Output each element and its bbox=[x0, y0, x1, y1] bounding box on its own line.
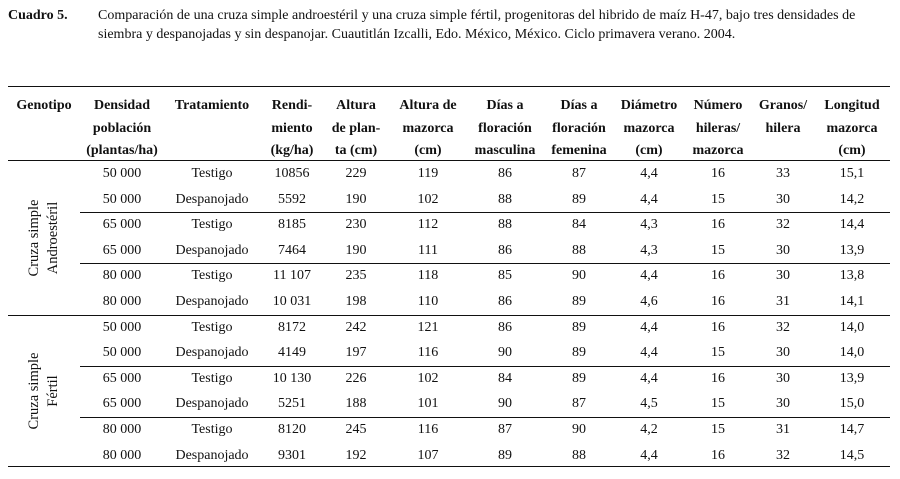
cell-numero-hileras: 16 bbox=[711, 166, 725, 181]
cell-altura-planta: 198 bbox=[345, 294, 367, 309]
cell-altura-planta: 190 bbox=[345, 242, 367, 258]
cell-dias-floracion-masculina: 85 bbox=[498, 268, 512, 284]
cell-tratamiento: Testigo bbox=[191, 370, 233, 386]
header-line: Tratamiento bbox=[174, 98, 250, 113]
cell-densidad: 65 000 bbox=[102, 217, 142, 233]
cell-altura-planta: 226 bbox=[345, 370, 367, 386]
header-line: Granos/ bbox=[758, 98, 808, 113]
cell-dias-floracion-masculina: 84 bbox=[498, 370, 512, 386]
cell-numero-hileras: 16 bbox=[711, 217, 725, 233]
cell-granos-hilera: 33 bbox=[776, 166, 790, 181]
table-row bbox=[0, 187, 900, 213]
cell-diametro-mazorca: 4,4 bbox=[640, 191, 658, 207]
cell-dias-floracion-masculina: 87 bbox=[498, 422, 512, 437]
cell-dias-floracion-femenina: 87 bbox=[572, 166, 586, 181]
cell-dias-floracion-femenina: 84 bbox=[572, 217, 586, 233]
cell-granos-hilera: 30 bbox=[776, 345, 790, 361]
cell-numero-hileras: 15 bbox=[711, 191, 725, 207]
cell-altura-planta: 245 bbox=[345, 422, 367, 437]
cell-dias-floracion-masculina: 89 bbox=[498, 447, 512, 463]
cell-dias-floracion-femenina: 87 bbox=[572, 396, 586, 412]
cell-granos-hilera: 31 bbox=[776, 422, 790, 437]
cell-longitud-mazorca: 15,0 bbox=[839, 396, 865, 412]
cell-granos-hilera: 30 bbox=[776, 242, 790, 258]
cell-densidad: 65 000 bbox=[102, 396, 142, 412]
cell-tratamiento: Testigo bbox=[191, 217, 233, 233]
cell-granos-hilera: 30 bbox=[776, 396, 790, 412]
cell-numero-hileras: 15 bbox=[711, 396, 725, 412]
cell-numero-hileras: 15 bbox=[711, 422, 725, 437]
cell-altura-mazorca: 116 bbox=[417, 345, 439, 361]
header-line: miento bbox=[271, 120, 313, 136]
cell-longitud-mazorca: 13,9 bbox=[839, 242, 865, 258]
header-line: mazorca bbox=[692, 143, 744, 158]
genotype-label-line: Cruza simple bbox=[26, 199, 42, 277]
cell-longitud-mazorca: 15,1 bbox=[839, 166, 865, 181]
table-row bbox=[0, 315, 900, 341]
header-line: Rendi- bbox=[271, 98, 313, 113]
cell-granos-hilera: 32 bbox=[776, 447, 790, 463]
header-granos-hilera bbox=[755, 95, 811, 140]
cell-altura-planta: 230 bbox=[345, 217, 367, 233]
cell-granos-hilera: 30 bbox=[776, 268, 790, 284]
cell-longitud-mazorca: 13,9 bbox=[839, 370, 865, 386]
cell-tratamiento: Testigo bbox=[191, 268, 233, 284]
cell-rendimiento: 11 107 bbox=[273, 268, 311, 284]
header-rendimiento bbox=[261, 95, 323, 163]
cell-longitud-mazorca: 14,0 bbox=[839, 345, 865, 361]
header-line: hileras/ bbox=[695, 120, 741, 136]
cell-altura-mazorca: 118 bbox=[417, 268, 439, 284]
cell-dias-floracion-femenina: 88 bbox=[572, 242, 586, 258]
cell-diametro-mazorca: 4,4 bbox=[640, 166, 658, 181]
cell-tratamiento: Testigo bbox=[191, 166, 233, 181]
header-line: (cm) bbox=[838, 143, 866, 158]
header-line: mazorca bbox=[826, 120, 878, 136]
cell-rendimiento: 8185 bbox=[278, 217, 306, 233]
cell-longitud-mazorca: 14,4 bbox=[839, 217, 865, 233]
cell-tratamiento: Despanojado bbox=[175, 396, 249, 412]
cell-longitud-mazorca: 13,8 bbox=[839, 268, 865, 284]
header-line: Altura de bbox=[399, 98, 457, 113]
cell-altura-mazorca: 102 bbox=[417, 370, 439, 386]
cell-altura-mazorca: 101 bbox=[417, 396, 439, 412]
cell-dias-floracion-femenina: 88 bbox=[572, 447, 586, 463]
table-row bbox=[0, 263, 900, 289]
cell-altura-mazorca: 102 bbox=[417, 191, 439, 207]
caption-label: Cuadro 5. bbox=[8, 8, 68, 23]
cell-diametro-mazorca: 4,6 bbox=[640, 294, 658, 309]
cell-diametro-mazorca: 4,4 bbox=[640, 370, 658, 386]
header-line: Diámetro bbox=[620, 98, 678, 113]
header-line: Longitud bbox=[824, 98, 880, 113]
cell-longitud-mazorca: 14,7 bbox=[839, 422, 865, 437]
cell-rendimiento: 5251 bbox=[278, 396, 306, 412]
cell-densidad: 50 000 bbox=[102, 166, 142, 181]
cell-dias-floracion-femenina: 89 bbox=[572, 319, 586, 335]
cell-granos-hilera: 32 bbox=[776, 217, 790, 233]
cell-densidad: 50 000 bbox=[102, 191, 142, 207]
cell-dias-floracion-masculina: 86 bbox=[498, 166, 512, 181]
cell-numero-hileras: 16 bbox=[711, 294, 725, 309]
cell-granos-hilera: 30 bbox=[776, 191, 790, 207]
cell-longitud-mazorca: 14,5 bbox=[839, 447, 865, 463]
header-line: femenina bbox=[551, 143, 607, 158]
header-line: Altura bbox=[336, 98, 376, 113]
cell-densidad: 65 000 bbox=[102, 370, 142, 386]
header-line: (plantas/ha) bbox=[86, 143, 158, 158]
cell-dias-floracion-femenina: 89 bbox=[572, 345, 586, 361]
header-dias-floracion-femenina bbox=[543, 95, 615, 163]
cell-dias-floracion-femenina: 89 bbox=[572, 370, 586, 386]
cell-dias-floracion-masculina: 90 bbox=[498, 345, 512, 361]
cell-diametro-mazorca: 4,2 bbox=[640, 422, 658, 437]
table-row bbox=[0, 417, 900, 443]
table-row bbox=[0, 366, 900, 392]
cell-granos-hilera: 30 bbox=[776, 370, 790, 386]
cell-altura-mazorca: 112 bbox=[417, 217, 439, 233]
cell-dias-floracion-masculina: 88 bbox=[498, 217, 512, 233]
cell-granos-hilera: 32 bbox=[776, 319, 790, 335]
header-longitud-mazorca bbox=[815, 95, 889, 163]
table-row bbox=[0, 340, 900, 366]
top-rule bbox=[8, 86, 890, 87]
cell-numero-hileras: 16 bbox=[711, 319, 725, 335]
cell-tratamiento: Despanojado bbox=[175, 191, 249, 207]
header-line: ta (cm) bbox=[334, 143, 378, 158]
header-genotipo bbox=[6, 95, 82, 118]
cell-densidad: 80 000 bbox=[102, 294, 142, 309]
header-diametro-mazorca bbox=[614, 95, 684, 163]
cell-densidad: 50 000 bbox=[102, 345, 142, 361]
cell-altura-mazorca: 121 bbox=[417, 319, 439, 335]
cell-rendimiento: 8172 bbox=[278, 319, 306, 335]
cell-diametro-mazorca: 4,4 bbox=[640, 447, 658, 463]
cell-tratamiento: Testigo bbox=[191, 422, 233, 437]
caption-text: Comparación de una cruza simple androestéril y una cruza simple fértil, progenitoras del hibrido de maíz H-47, bajo tres densidades de siembra y despanojadas y sin despanojar. Cuautitlán Izcalli, Edo. México, México. Ciclo primavera verano. 2004. bbox=[98, 8, 856, 42]
cell-diametro-mazorca: 4,4 bbox=[640, 345, 658, 361]
cell-dias-floracion-femenina: 89 bbox=[572, 191, 586, 207]
table-caption bbox=[8, 6, 892, 44]
cell-rendimiento: 10 031 bbox=[272, 294, 312, 309]
cell-densidad: 50 000 bbox=[102, 319, 142, 335]
cell-tratamiento: Despanojado bbox=[175, 242, 249, 258]
cell-diametro-mazorca: 4,4 bbox=[640, 268, 658, 284]
cell-densidad: 80 000 bbox=[102, 268, 142, 284]
cell-densidad: 80 000 bbox=[102, 447, 142, 463]
table-row bbox=[0, 391, 900, 417]
cell-rendimiento: 5592 bbox=[278, 191, 306, 207]
cell-dias-floracion-femenina: 90 bbox=[572, 422, 586, 437]
cell-longitud-mazorca: 14,2 bbox=[839, 191, 865, 207]
cell-dias-floracion-masculina: 86 bbox=[498, 319, 512, 335]
header-line: Número bbox=[693, 98, 743, 113]
header-densidad bbox=[80, 95, 164, 163]
cell-altura-planta: 197 bbox=[345, 345, 367, 361]
genotype-label bbox=[25, 311, 63, 471]
header-numero-hileras bbox=[685, 95, 751, 163]
cell-diametro-mazorca: 4,3 bbox=[640, 217, 658, 233]
cell-longitud-mazorca: 14,1 bbox=[839, 294, 865, 309]
cell-densidad: 80 000 bbox=[102, 422, 142, 437]
cell-altura-mazorca: 119 bbox=[417, 166, 439, 181]
cell-rendimiento: 7464 bbox=[278, 242, 306, 258]
header-dias-floracion-masculina bbox=[466, 95, 544, 163]
cell-altura-planta: 192 bbox=[345, 447, 367, 463]
cell-numero-hileras: 15 bbox=[711, 242, 725, 258]
header-tratamiento bbox=[164, 95, 260, 118]
cell-dias-floracion-masculina: 90 bbox=[498, 396, 512, 412]
table-row bbox=[0, 212, 900, 238]
cell-numero-hileras: 15 bbox=[711, 345, 725, 361]
cell-densidad: 65 000 bbox=[102, 242, 142, 258]
cell-diametro-mazorca: 4,3 bbox=[640, 242, 658, 258]
cell-dias-floracion-masculina: 86 bbox=[498, 294, 512, 309]
cell-tratamiento: Despanojado bbox=[175, 447, 249, 463]
cell-altura-planta: 188 bbox=[345, 396, 367, 412]
cell-altura-planta: 229 bbox=[345, 166, 367, 181]
table-row bbox=[0, 161, 900, 187]
header-line: Días a bbox=[560, 98, 598, 113]
cell-rendimiento: 8120 bbox=[278, 422, 306, 437]
cell-rendimiento: 9301 bbox=[278, 447, 306, 463]
header-line: de plan- bbox=[331, 120, 381, 136]
cell-tratamiento: Despanojado bbox=[175, 294, 249, 309]
cell-tratamiento: Testigo bbox=[191, 319, 233, 335]
cell-altura-planta: 242 bbox=[345, 319, 367, 335]
header-line: floración bbox=[478, 120, 532, 136]
header-line: (cm) bbox=[635, 143, 663, 158]
cell-numero-hileras: 16 bbox=[711, 370, 725, 386]
cell-altura-mazorca: 110 bbox=[417, 294, 439, 309]
cell-altura-mazorca: 107 bbox=[417, 447, 439, 463]
cell-diametro-mazorca: 4,5 bbox=[640, 396, 658, 412]
cell-dias-floracion-femenina: 89 bbox=[572, 294, 586, 309]
cell-rendimiento: 10856 bbox=[274, 166, 310, 181]
cell-longitud-mazorca: 14,0 bbox=[839, 319, 865, 335]
genotype-label bbox=[25, 158, 63, 318]
header-line: (kg/ha) bbox=[270, 143, 314, 158]
cell-dias-floracion-masculina: 88 bbox=[498, 191, 512, 207]
header-line: Genotipo bbox=[16, 98, 72, 113]
cell-rendimiento: 4149 bbox=[278, 345, 306, 361]
header-line: población bbox=[92, 120, 152, 136]
cell-numero-hileras: 16 bbox=[711, 268, 725, 284]
table-row bbox=[0, 443, 900, 469]
header-line: floración bbox=[552, 120, 606, 136]
bottom-rule bbox=[8, 466, 890, 467]
header-line: masculina bbox=[474, 143, 536, 158]
table-row bbox=[0, 238, 900, 264]
header-line: mazorca bbox=[402, 120, 454, 136]
header-line: (cm) bbox=[414, 143, 442, 158]
header-altura-planta bbox=[326, 95, 386, 163]
header-line: Días a bbox=[486, 98, 524, 113]
cell-altura-mazorca: 116 bbox=[417, 422, 439, 437]
table-row bbox=[0, 289, 900, 315]
header-line: mazorca bbox=[623, 120, 675, 136]
cell-altura-mazorca: 111 bbox=[418, 242, 438, 258]
cell-altura-planta: 235 bbox=[345, 268, 367, 284]
genotype-label-line: Fértil bbox=[45, 375, 61, 408]
genotype-label-line: Androestéril bbox=[45, 201, 61, 275]
cell-diametro-mazorca: 4,4 bbox=[640, 319, 658, 335]
cell-altura-planta: 190 bbox=[345, 191, 367, 207]
header-altura-mazorca bbox=[389, 95, 467, 163]
cell-numero-hileras: 16 bbox=[711, 447, 725, 463]
cell-dias-floracion-masculina: 86 bbox=[498, 242, 512, 258]
cell-granos-hilera: 31 bbox=[776, 294, 790, 309]
cell-rendimiento: 10 130 bbox=[272, 370, 312, 386]
header-line: Densidad bbox=[93, 98, 151, 113]
cell-tratamiento: Despanojado bbox=[175, 345, 249, 361]
header-line: hilera bbox=[765, 120, 801, 136]
genotype-label-line: Cruza simple bbox=[26, 352, 42, 430]
cell-dias-floracion-femenina: 90 bbox=[572, 268, 586, 284]
